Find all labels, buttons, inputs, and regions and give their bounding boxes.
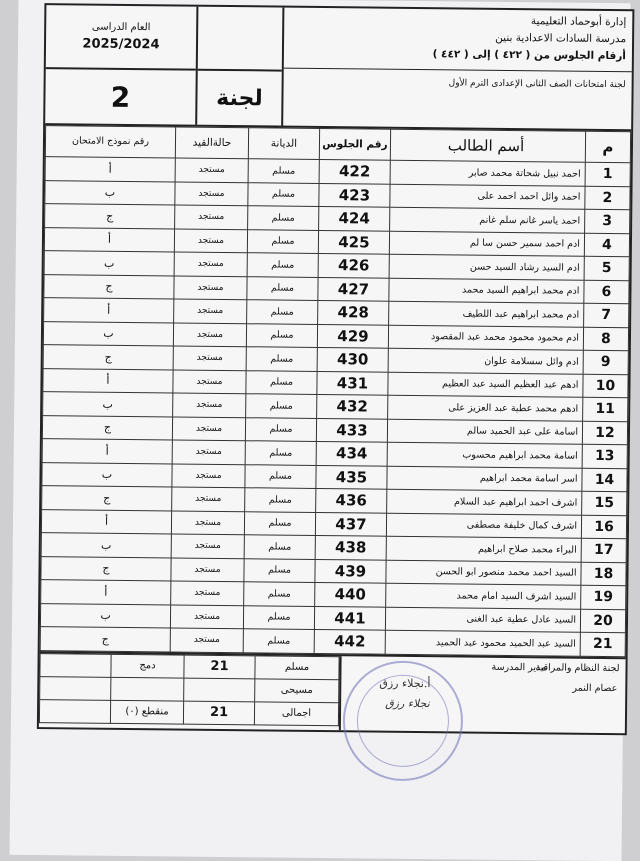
serial-cell: 13 xyxy=(582,444,627,468)
seat-cell: 433 xyxy=(316,418,387,442)
serial-cell: 7 xyxy=(584,303,629,327)
name-cell: السيد عبد الحميد محمود عبد الحميد xyxy=(385,630,580,656)
religion-cell: مسلم xyxy=(248,206,319,230)
seat-cell: 435 xyxy=(316,465,387,489)
religion-cell: مسلم xyxy=(244,511,315,535)
status-cell: مستجد xyxy=(174,299,247,323)
form-cell: ب xyxy=(43,321,173,346)
col-religion: الديانة xyxy=(248,128,319,160)
status-cell: مستجد xyxy=(171,510,244,534)
seat-cell: 441 xyxy=(314,606,385,630)
serial-cell: 12 xyxy=(582,421,627,445)
serial-cell: 9 xyxy=(583,350,628,374)
merged-label: دمج xyxy=(111,654,184,678)
serial-cell: 6 xyxy=(584,280,629,304)
name-cell: اشرف احمد ابراهيم عبد السلام xyxy=(387,489,582,515)
seat-cell: 424 xyxy=(319,206,390,230)
serial-cell: 3 xyxy=(585,209,630,233)
admin-name: إدارة أبوحماد التعليمية xyxy=(530,15,627,29)
religion-cell: مسلم xyxy=(246,370,317,394)
status-cell: مستجد xyxy=(175,181,248,205)
col-serial: م xyxy=(585,131,630,162)
seat-cell: 423 xyxy=(319,183,390,207)
christian-label: مسيحى xyxy=(255,678,339,702)
form-cell: ج xyxy=(42,415,172,440)
status-cell: مستجد xyxy=(171,534,244,558)
summary-row-christian xyxy=(40,676,339,702)
serial-cell: 2 xyxy=(585,186,630,210)
name-cell: البراء محمد صلاح ابراهيم xyxy=(386,536,581,562)
year-label: العام الدراسى xyxy=(91,21,151,34)
summary-blank xyxy=(40,676,111,700)
status-cell: مستجد xyxy=(174,275,247,299)
committee-order-label: لجنة النظام والمراقبة xyxy=(535,661,620,674)
religion-cell: مسلم xyxy=(245,464,316,488)
seat-cell: 437 xyxy=(315,512,386,536)
status-cell: مستجد xyxy=(174,228,247,252)
signatures-block xyxy=(339,656,626,733)
form-cell: ب xyxy=(42,462,172,487)
serial-cell: 17 xyxy=(581,538,626,562)
summary-blank xyxy=(40,653,111,677)
form-cell: أ xyxy=(44,227,174,252)
name-cell: اشرف كمال خليفة مصطفى xyxy=(386,513,581,539)
serial-cell: 21 xyxy=(580,632,625,656)
seat-cell: 428 xyxy=(318,300,389,324)
summary-row-total xyxy=(39,699,338,725)
religion-cell: مسلم xyxy=(243,605,314,629)
member-name: عصام النمر xyxy=(572,682,618,694)
name-cell: ادم محمد ابراهيم عبد اللطيف xyxy=(389,301,584,327)
status-cell: مستجد xyxy=(170,628,243,652)
header-blank-cell xyxy=(198,7,283,72)
summary-blank xyxy=(111,677,184,701)
students-table xyxy=(40,125,631,657)
seat-cell: 434 xyxy=(316,441,387,465)
serial-cell: 15 xyxy=(582,491,627,515)
form-cell: أ xyxy=(42,439,172,464)
serial-cell: 10 xyxy=(583,374,628,398)
form-cell: ج xyxy=(42,486,172,511)
name-cell: السيد عادل عطية عبد الغنى xyxy=(385,607,580,633)
dropout-label: منقطع (٠) xyxy=(110,700,183,724)
name-cell: احمد نبيل شحاتة محمد صابر xyxy=(390,160,585,186)
religion-cell: مسلم xyxy=(245,441,316,465)
status-cell: مستجد xyxy=(171,581,244,605)
religion-cell: مسلم xyxy=(244,582,315,606)
status-cell: مستجد xyxy=(172,440,245,464)
status-cell: مستجد xyxy=(173,346,246,370)
exam-committee-form xyxy=(37,3,635,735)
committee-desc-row xyxy=(284,68,632,95)
paper-sheet xyxy=(10,0,631,861)
religion-cell: مسلم xyxy=(248,159,319,183)
status-cell: مستجد xyxy=(172,463,245,487)
name-cell: ادهم محمد عطية عبد العزيز على xyxy=(388,395,583,421)
committee-label: لجنة xyxy=(216,85,263,111)
form-cell: ج xyxy=(40,627,170,652)
academic-year: 2025/2024 xyxy=(82,36,160,53)
religion-cell: مسلم xyxy=(244,558,315,582)
seat-cell: 439 xyxy=(315,559,386,583)
serial-cell: 5 xyxy=(584,256,629,280)
form-cell: أ xyxy=(44,298,174,323)
seat-cell: 436 xyxy=(316,488,387,512)
serial-cell: 20 xyxy=(580,609,625,633)
form-cell: ج xyxy=(45,204,175,229)
name-cell: ادم محمود محمود محمد عبد المقصود xyxy=(388,325,583,351)
form-cell: ب xyxy=(44,251,174,276)
religion-cell: مسلم xyxy=(246,323,317,347)
religion-cell: مسلم xyxy=(246,347,317,371)
seat-cell: 429 xyxy=(317,324,388,348)
summary-blank xyxy=(39,699,110,723)
serial-cell: 4 xyxy=(584,233,629,257)
status-cell: مستجد xyxy=(172,487,245,511)
religion-cell: مسلم xyxy=(247,276,318,300)
name-cell: ادم وائل سسلامة علوان xyxy=(388,348,583,374)
serial-cell: 8 xyxy=(583,327,628,351)
name-cell: احمد وائل احمد احمد على xyxy=(390,184,585,210)
name-cell: ادم احمد سمير حسن سا لم xyxy=(389,231,584,257)
principal-label: مدير المدرسة xyxy=(491,661,547,673)
summary-row-muslim xyxy=(40,653,339,679)
name-cell: السيد اشرف السيد امام محمد xyxy=(386,583,581,609)
signature-line-2: نجلاء رزق xyxy=(385,696,430,710)
form-cell: ب xyxy=(40,603,170,628)
name-cell: اسامة على عبد الحميد سالم xyxy=(387,419,582,445)
summary-table xyxy=(39,653,340,726)
seat-cell: 425 xyxy=(318,230,389,254)
form-cell: ج xyxy=(41,556,171,581)
form-cell: ج xyxy=(44,274,174,299)
serial-cell: 16 xyxy=(581,515,626,539)
religion-cell: مسلم xyxy=(247,300,318,324)
total-count: 21 xyxy=(183,701,254,725)
name-cell: ادم السيد رشاد السيد حسن xyxy=(389,254,584,280)
status-cell: مستجد xyxy=(175,205,248,229)
header-info-block xyxy=(281,8,632,130)
committee-description: لجنة امتحانات الصف الثانى الإعدادى الترم الأول xyxy=(448,78,626,91)
name-cell: اسر اسامة محمد ابراهيم xyxy=(387,466,582,492)
religion-cell: مسلم xyxy=(245,488,316,512)
status-cell: مستجد xyxy=(171,557,244,581)
seat-cell: 431 xyxy=(317,371,388,395)
name-cell: السيد احمد محمد منصور ابو الحسن xyxy=(386,560,581,586)
serial-cell: 11 xyxy=(583,397,628,421)
status-cell: مستجد xyxy=(172,416,245,440)
col-form: رقم نموذج الامتحان xyxy=(45,126,175,158)
religion-cell: مسلم xyxy=(246,394,317,418)
christian-count xyxy=(184,678,255,702)
seat-cell: 440 xyxy=(315,582,386,606)
seat-cell: 426 xyxy=(318,253,389,277)
seat-cell: 432 xyxy=(317,394,388,418)
religion-cell: مسلم xyxy=(244,535,315,559)
seat-cell: 427 xyxy=(318,277,389,301)
muslim-label: مسلم xyxy=(255,655,339,679)
form-cell: ب xyxy=(45,180,175,205)
header-year-block xyxy=(45,5,196,125)
serial-cell: 19 xyxy=(581,585,626,609)
status-cell: مستجد xyxy=(173,322,246,346)
form-cell: أ xyxy=(45,157,175,182)
religion-cell: مسلم xyxy=(247,229,318,253)
students-table-body xyxy=(40,157,630,657)
total-label: اجمالى xyxy=(254,701,338,725)
name-cell: احمد ياسر غانم سلم غانم xyxy=(390,207,585,233)
form-header xyxy=(45,5,632,131)
form-cell: أ xyxy=(43,368,173,393)
religion-cell: مسلم xyxy=(243,629,314,653)
col-status: حالةالقيد xyxy=(175,127,248,159)
seat-cell: 422 xyxy=(319,159,390,183)
seat-cell: 438 xyxy=(315,535,386,559)
form-cell: أ xyxy=(41,580,171,605)
serial-cell: 1 xyxy=(585,162,630,186)
status-cell: مستجد xyxy=(175,158,248,182)
seat-cell: 442 xyxy=(314,629,385,653)
col-name: أسم الطالب xyxy=(390,129,585,162)
status-cell: مستجد xyxy=(173,369,246,393)
seat-range: أرقام الجلوس من ( ٤٢٢ ) إلى ( ٤٤٢ ) xyxy=(432,48,626,63)
religion-cell: مسلم xyxy=(248,182,319,206)
form-cell: ج xyxy=(43,345,173,370)
col-seat: رقم الجلوس xyxy=(319,128,390,160)
serial-cell: 14 xyxy=(582,468,627,492)
name-cell: ادم محمد ابراهيم السيد محمد xyxy=(389,278,584,304)
summary-block xyxy=(39,653,340,730)
form-cell: أ xyxy=(41,509,171,534)
religion-cell: مسلم xyxy=(247,253,318,277)
religion-cell: مسلم xyxy=(245,417,316,441)
form-footer xyxy=(39,651,626,733)
form-cell: ب xyxy=(43,392,173,417)
muslim-count: 21 xyxy=(184,655,255,679)
name-cell: ادهم عبد العظيم السيد عبد العظيم xyxy=(388,372,583,398)
signature-line-1: أ.نجلاء رزق xyxy=(379,676,431,690)
status-cell: مستجد xyxy=(174,252,247,276)
committee-number: 2 xyxy=(110,80,131,114)
status-cell: مستجد xyxy=(173,393,246,417)
form-cell: ب xyxy=(41,533,171,558)
status-cell: مستجد xyxy=(170,604,243,628)
name-cell: اسامة محمد ابراهيم محسوب xyxy=(387,442,582,468)
serial-cell: 18 xyxy=(581,562,626,586)
header-committee-block xyxy=(195,7,282,126)
school-name: مدرسة السادات الاعدادية بنين xyxy=(495,31,627,46)
seat-cell: 430 xyxy=(317,347,388,371)
year-cell xyxy=(46,5,197,71)
